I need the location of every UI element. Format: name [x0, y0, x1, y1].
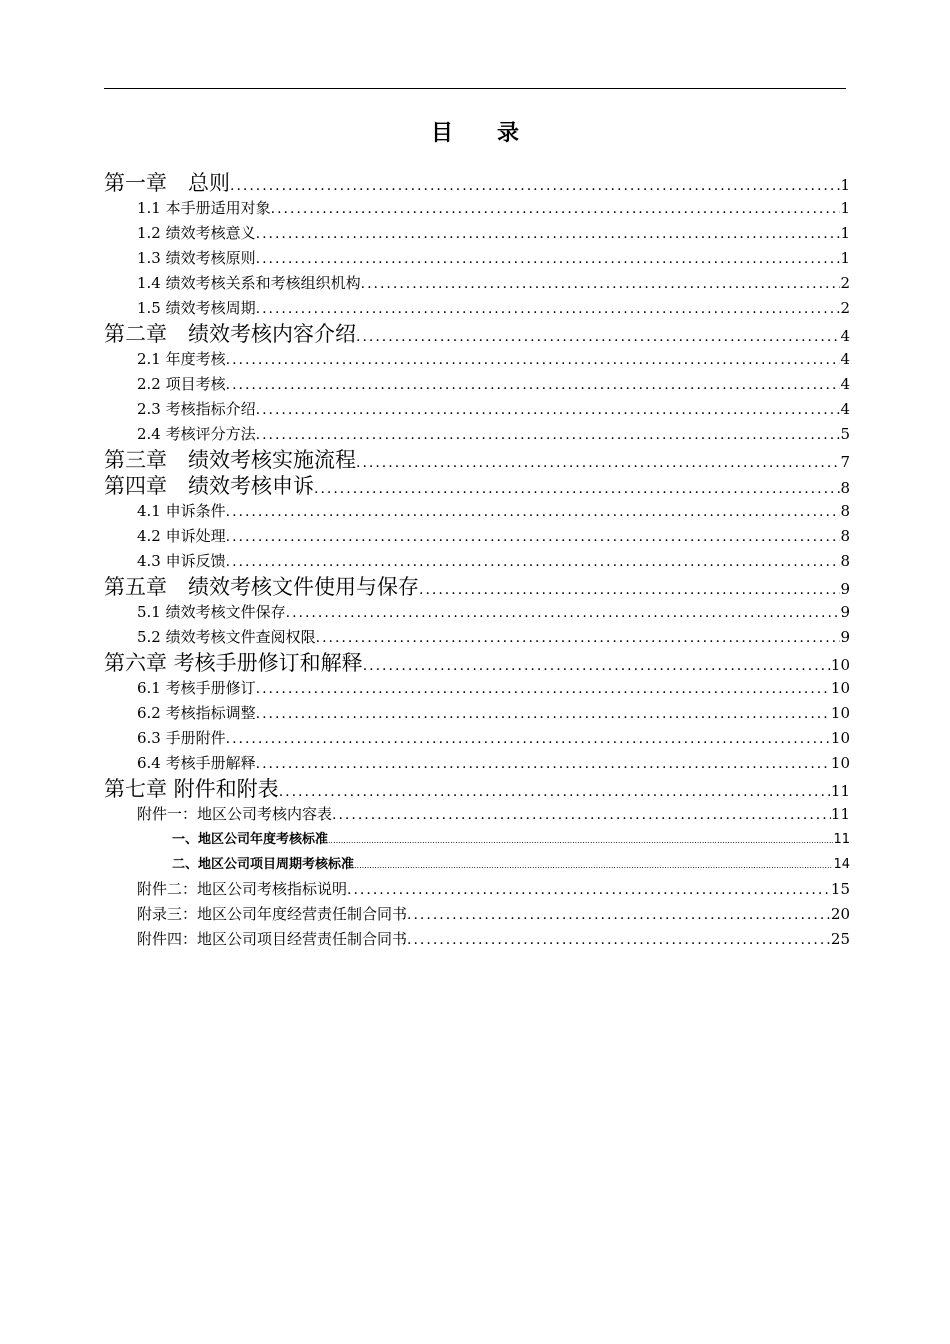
dot-leader [314, 476, 840, 502]
toc-entry-page-number: 4 [840, 400, 850, 418]
dot-leader [226, 550, 841, 575]
dot-leader [226, 525, 841, 550]
toc-entry-page-number: 4 [840, 375, 850, 393]
toc-entry-label: 2.1 年度考核 [137, 350, 226, 368]
toc-entry-page-number: 1 [840, 224, 850, 242]
toc-entry-label: 2.3 考核指标介绍 [137, 400, 256, 418]
toc-entry-page-number: 9 [840, 603, 850, 621]
toc-entry-page-number: 10 [830, 679, 850, 697]
dot-leader [256, 752, 831, 777]
toc-entry-label: 4.2 申诉处理 [137, 527, 226, 545]
toc-entry[interactable] [104, 524, 850, 549]
toc-entry[interactable] [104, 271, 850, 296]
toc-entry[interactable] [104, 499, 850, 524]
dot-leader [356, 324, 840, 350]
toc-entry-label: 5.1 绩效考核文件保存 [137, 603, 286, 621]
toc-entry-label: 第七章 附件和附表 [104, 777, 279, 801]
toc-entry[interactable] [104, 751, 850, 776]
toc-entry-label: 一、地区公司年度考核标准 [172, 832, 329, 847]
toc-entry-page-number: 10 [830, 754, 850, 772]
toc-entry-page-number: 8 [840, 552, 850, 570]
toc-entry[interactable] [104, 726, 850, 751]
toc-entry-label: 附件一：地区公司考核内容表 [137, 805, 333, 823]
toc-entry-label: 6.4 考核手册解释 [137, 754, 256, 772]
dot-leader [256, 677, 831, 702]
toc-entry-label: 第三章 绩效考核实施流程 [104, 448, 356, 472]
toc-entry-page-number: 5 [840, 425, 850, 443]
toc-entry-page-number: 20 [830, 905, 850, 923]
table-of-contents [104, 170, 850, 952]
toc-entry[interactable] [104, 600, 850, 625]
dot-leader [226, 727, 831, 752]
toc-entry[interactable] [104, 196, 850, 221]
toc-entry-page-number: 15 [830, 880, 850, 898]
toc-entry-page-number: 25 [830, 930, 850, 948]
toc-entry[interactable] [104, 827, 850, 852]
toc-entry[interactable] [104, 473, 850, 499]
toc-entry-label: 附件四：地区公司项目经营责任制合同书 [137, 930, 408, 948]
toc-entry[interactable] [104, 221, 850, 246]
toc-entry-label: 4.1 申诉条件 [137, 502, 226, 520]
dot-leader [419, 577, 840, 603]
dot-leader [316, 626, 841, 651]
toc-entry[interactable] [104, 802, 850, 827]
toc-entry[interactable] [104, 676, 850, 701]
dot-leader [286, 601, 841, 626]
toc-entry-label: 二、地区公司项目周期考核标准 [172, 857, 355, 872]
toc-entry-label: 6.3 手册附件 [137, 729, 226, 747]
toc-entry[interactable] [104, 549, 850, 574]
toc-entry-page-number: 8 [840, 479, 850, 497]
dot-leader [226, 348, 841, 373]
toc-title-char-2: 录 [497, 121, 520, 146]
dot-leader [226, 500, 841, 525]
dot-leader [256, 398, 841, 423]
toc-entry[interactable] [104, 927, 850, 952]
toc-entry-page-number: 4 [840, 327, 850, 345]
toc-entry-label: 1.2 绩效考核意义 [137, 224, 256, 242]
header-rule [104, 88, 846, 89]
toc-entry-page-number: 11 [830, 805, 850, 823]
toc-entry-label: 第四章 绩效考核申诉 [104, 474, 314, 498]
dot-leader [256, 702, 831, 727]
toc-entry-label: 5.2 绩效考核文件查阅权限 [137, 628, 316, 646]
toc-entry-label: 1.5 绩效考核周期 [137, 299, 256, 317]
toc-entry-label: 第一章 总则 [104, 171, 230, 195]
toc-entry[interactable] [104, 246, 850, 271]
toc-entry-page-number: 4 [840, 350, 850, 368]
toc-title [0, 116, 950, 147]
toc-entry[interactable] [104, 422, 850, 447]
toc-entry-label: 6.1 考核手册修订 [137, 679, 256, 697]
toc-entry-page-number: 14 [833, 857, 850, 872]
toc-entry-label: 2.2 项目考核 [137, 375, 226, 393]
toc-entry-page-number: 2 [840, 299, 850, 317]
dot-leader [328, 828, 833, 853]
toc-entry-page-number: 10 [830, 656, 850, 674]
toc-entry-page-number: 9 [840, 628, 850, 646]
dot-leader [347, 878, 831, 903]
dot-leader [256, 222, 841, 247]
toc-entry[interactable] [104, 852, 850, 877]
toc-entry-label: 4.3 申诉反馈 [137, 552, 226, 570]
dot-leader [407, 903, 831, 928]
toc-entry-page-number: 1 [840, 176, 850, 194]
dot-leader [354, 853, 833, 878]
dot-leader [226, 373, 841, 398]
dot-leader [256, 423, 841, 448]
toc-entry-page-number: 8 [840, 502, 850, 520]
toc-entry-label: 第二章 绩效考核内容介绍 [104, 322, 356, 346]
toc-entry[interactable] [104, 902, 850, 927]
toc-entry[interactable] [104, 877, 850, 902]
toc-entry-label: 附件二：地区公司考核指标说明 [137, 880, 348, 898]
toc-entry[interactable] [104, 776, 850, 802]
toc-entry-page-number: 9 [840, 580, 850, 598]
dot-leader [256, 297, 841, 322]
toc-entry[interactable] [104, 625, 850, 650]
toc-entry[interactable] [104, 296, 850, 321]
toc-entry-page-number: 1 [840, 199, 850, 217]
toc-entry-label: 1.3 绩效考核原则 [137, 249, 256, 267]
dot-leader [356, 450, 840, 476]
toc-entry[interactable] [104, 347, 850, 372]
dot-leader [332, 803, 831, 828]
toc-entry-page-number: 1 [840, 249, 850, 267]
toc-entry-page-number: 8 [840, 527, 850, 545]
toc-entry-page-number: 7 [840, 453, 850, 471]
toc-entry[interactable] [104, 372, 850, 397]
dot-leader [256, 247, 841, 272]
toc-entry-page-number: 11 [833, 832, 850, 847]
toc-entry-label: 2.4 考核评分方法 [137, 425, 256, 443]
toc-entry[interactable] [104, 650, 850, 676]
dot-leader [407, 928, 831, 953]
toc-entry[interactable] [104, 701, 850, 726]
dot-leader [363, 653, 831, 679]
dot-leader [230, 173, 840, 199]
toc-entry-label: 第六章 考核手册修订和解释 [104, 651, 363, 675]
toc-entry[interactable] [104, 447, 850, 473]
toc-entry-label: 1.4 绩效考核关系和考核组织机构 [137, 274, 361, 292]
dot-leader [361, 272, 841, 297]
toc-entry-page-number: 10 [830, 729, 850, 747]
toc-entry-label: 附录三：地区公司年度经营责任制合同书 [137, 905, 408, 923]
toc-entry-label: 第五章 绩效考核文件使用与保存 [104, 575, 419, 599]
dot-leader [271, 197, 841, 222]
toc-entry-label: 6.2 考核指标调整 [137, 704, 256, 722]
toc-entry-label: 1.1 本手册适用对象 [137, 199, 271, 217]
toc-entry[interactable] [104, 574, 850, 600]
toc-entry-page-number: 2 [840, 274, 850, 292]
toc-entry-page-number: 11 [830, 782, 850, 800]
dot-leader [279, 779, 831, 805]
toc-entry[interactable] [104, 170, 850, 196]
toc-entry-page-number: 10 [830, 704, 850, 722]
toc-entry[interactable] [104, 321, 850, 347]
toc-entry[interactable] [104, 397, 850, 422]
toc-title-char-1: 目 [430, 121, 453, 146]
